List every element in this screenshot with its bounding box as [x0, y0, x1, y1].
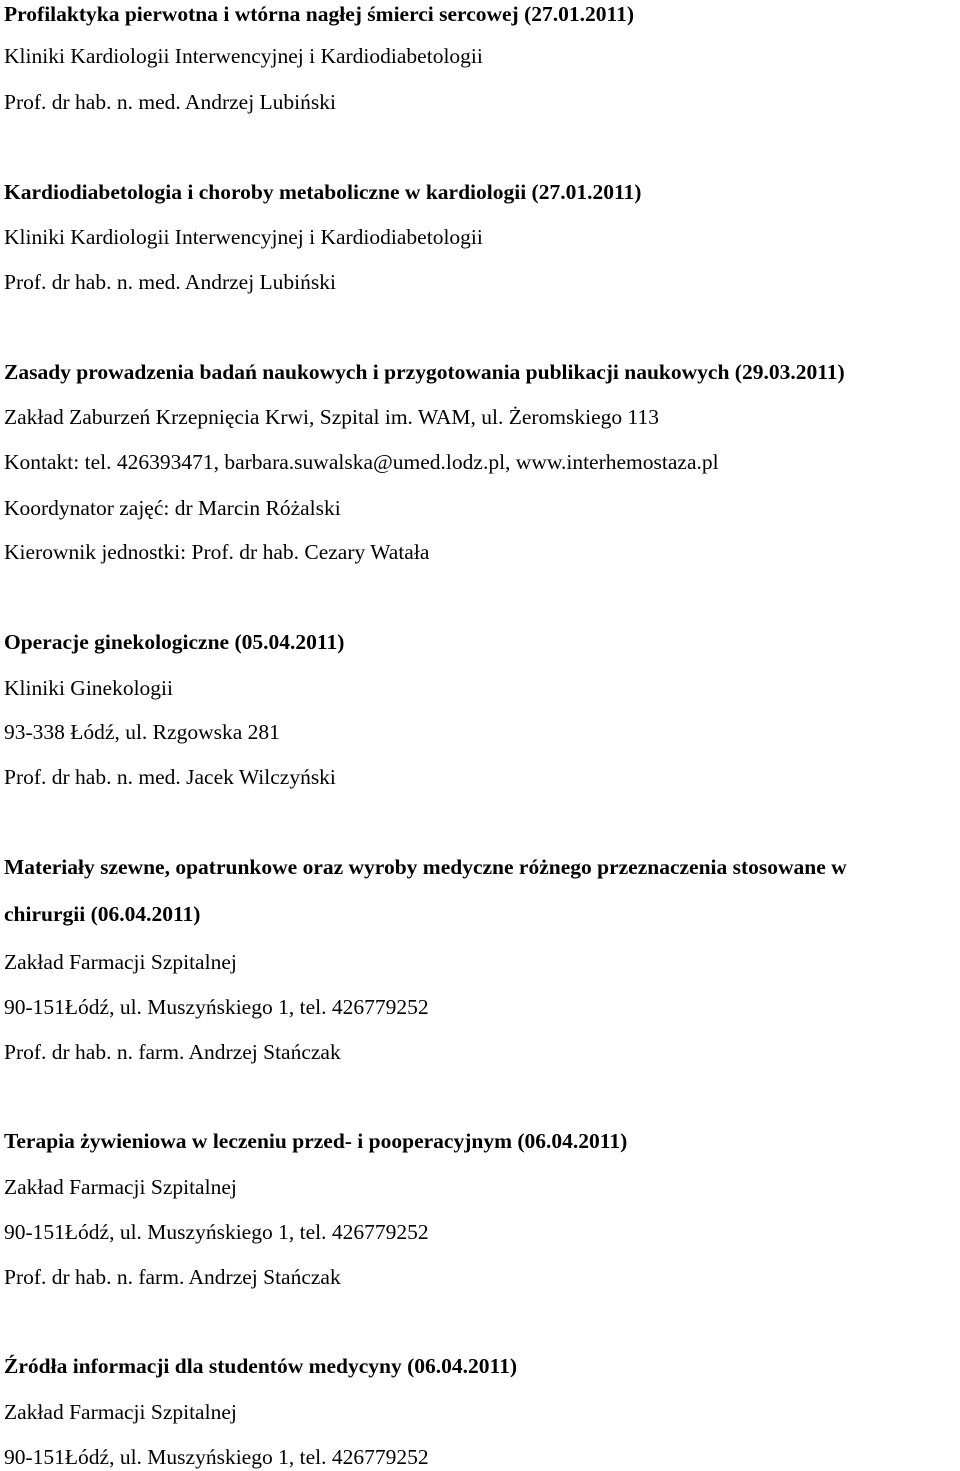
section-title: Zasady prowadzenia badań naukowych i przygotowania publikacji naukowych (29.03.2011) — [4, 360, 845, 384]
department-name: Zakład Farmacji Szpitalnej — [4, 950, 237, 974]
section-title: Materiały szewne, opatrunkowe oraz wyroby medyczne różnego przeznaczenia stosowane w — [4, 855, 847, 879]
section-title: Źródła informacji dla studentów medycyny (06.04.2011) — [4, 1354, 518, 1378]
section-title: Terapia żywieniowa w leczeniu przed- i pooperacyjnym (06.04.2011) — [4, 1129, 628, 1153]
lecturer-name: Prof. dr hab. n. farm. Andrzej Stańczak — [4, 1265, 341, 1289]
lecturer-name: Prof. dr hab. n. med. Andrzej Lubiński — [4, 90, 337, 114]
department-name: Kliniki Kardiologii Interwencyjnej i Kardiodiabetologii — [4, 44, 483, 68]
section-title: Kardiodiabetologia i choroby metaboliczne w kardiologii (27.01.2011) — [4, 180, 642, 204]
section-title: Profilaktyka pierwotna i wtórna nagłej śmierci sercowej (27.01.2011) — [4, 2, 634, 26]
department-address: 90-151Łódź, ul. Muszyńskiego 1, tel. 426779252 — [4, 1220, 429, 1244]
unit-head-name: Kierownik jednostki: Prof. dr hab. Cezary Watała — [4, 540, 430, 564]
lecturer-name: Prof. dr hab. n. farm. Andrzej Stańczak — [4, 1040, 341, 1064]
department-name: Zakład Farmacji Szpitalnej — [4, 1175, 237, 1199]
department-address: Zakład Zaburzeń Krzepnięcia Krwi, Szpital im. WAM, ul. Żeromskiego 113 — [4, 405, 659, 429]
contact-info: Kontakt: tel. 426393471, barbara.suwalska@umed.lodz.pl, www.interhemostaza.pl — [4, 450, 719, 474]
coordinator-name: Koordynator zajęć: dr Marcin Różalski — [4, 496, 341, 520]
section-title-continued: chirurgii (06.04.2011) — [4, 902, 201, 926]
lecturer-name: Prof. dr hab. n. med. Jacek Wilczyński — [4, 765, 336, 789]
section-title: Operacje ginekologiczne (05.04.2011) — [4, 630, 345, 654]
department-name: Zakład Farmacji Szpitalnej — [4, 1400, 237, 1424]
department-address: 93-338 Łódź, ul. Rzgowska 281 — [4, 720, 280, 744]
department-name: Kliniki Kardiologii Interwencyjnej i Kardiodiabetologii — [4, 225, 483, 249]
department-address: 90-151Łódź, ul. Muszyńskiego 1, tel. 426779252 — [4, 1445, 429, 1469]
department-address: 90-151Łódź, ul. Muszyńskiego 1, tel. 426779252 — [4, 995, 429, 1019]
lecturer-name: Prof. dr hab. n. med. Andrzej Lubiński — [4, 270, 337, 294]
department-name: Kliniki Ginekologii — [4, 676, 174, 700]
